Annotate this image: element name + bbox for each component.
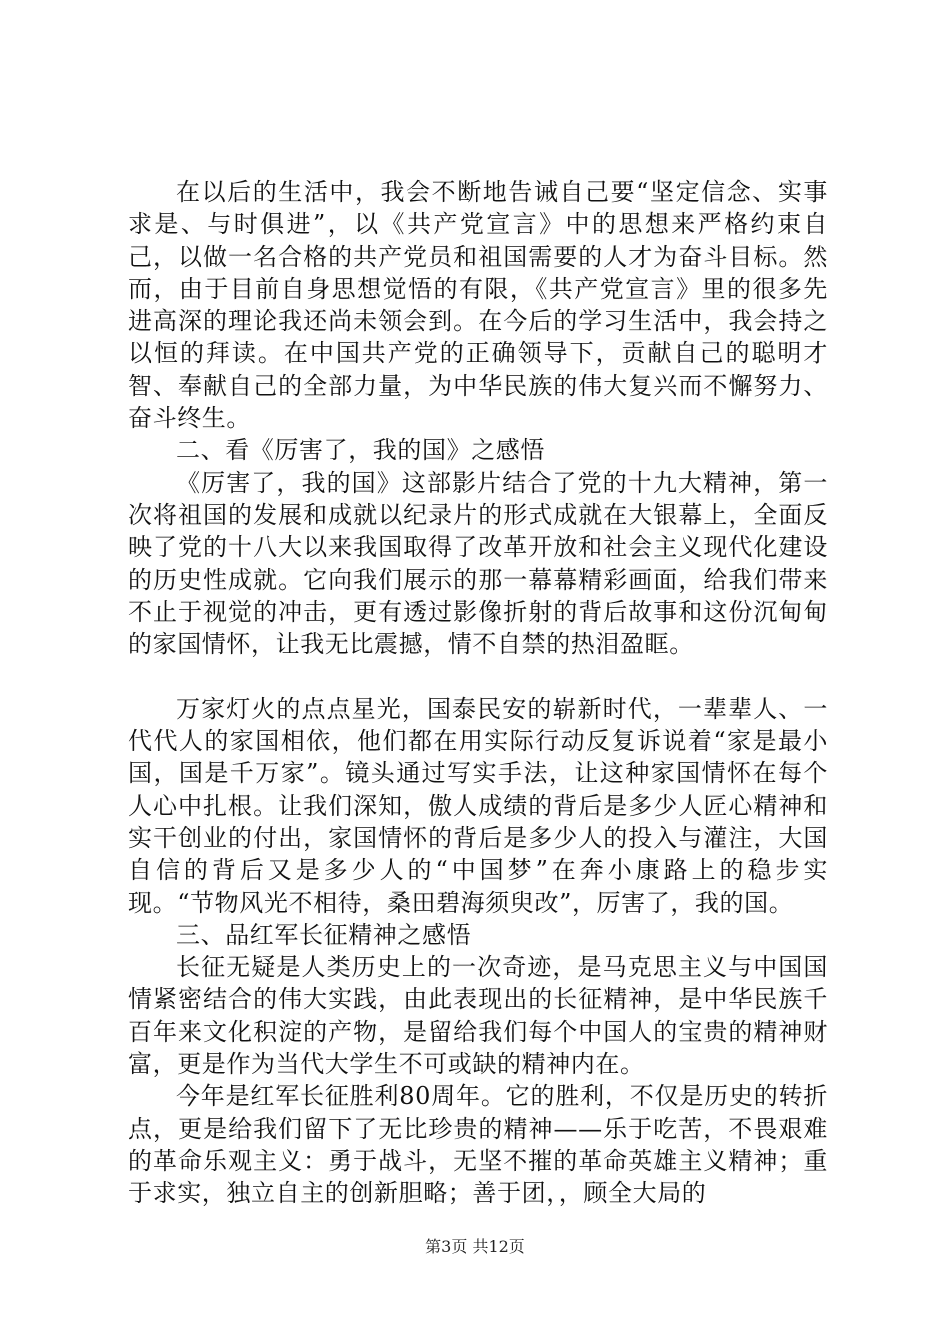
paragraph-long-march: 长征无疑是人类历史上的一次奇迹，是马克思主义与中国国情紧密结合的伟大实践，由此表现出的长征精神，是中华民族千百年来文化积淀的产物，是留给我们每个中国人的宝贵的精神财富，更是作为当代大学生不可或缺的精神内在。	[128, 953, 828, 1079]
paragraph-anniversary: 今年是红军长征胜利80周年。它的胜利，不仅是历史的转折点，更是给我们留下了无比珍贵的精神——乐于吃苦，不畏艰难的革命乐观主义：勇于战斗，无坚不摧的革命英雄主义精神；重于求实，独立自主的创新胆略；善于团，，顾全大局的	[128, 1082, 828, 1208]
section-heading-2: 二、看《厉害了，我的国》之感悟	[176, 436, 545, 465]
section-heading-3: 三、品红军长征精神之感悟	[176, 920, 472, 949]
paragraph-family-nation: 万家灯火的点点星光，国泰民安的崭新时代，一辈辈人、一代代人的家国相依，他们都在用实际行动反复诉说着“家是最小国，国是千万家”。镜头通过写实手法，让这种家国情怀在每个人心中扎根。让我们深知，傲人成绩的背后是多少人匠心精神和实干创业的付出，家国情怀的背后是多少人的投入与灌注，大国自信的背后又是多少人的“中国梦”在奔小康路上的稳步实现。“节物风光不相待，桑田碧海须臾改”，厉害了，我的国。	[128, 694, 828, 917]
document-body	[128, 176, 828, 1210]
paragraph-film-intro: 《厉害了，我的国》这部影片结合了党的十九大精神，第一次将祖国的发展和成就以纪录片的形式成就在大银幕上，全面反映了党的十八大以来我国取得了改革开放和社会主义现代化建设的历史性成就。它向我们展示的那一幕幕精彩画面，给我们带来不止于视觉的冲击，更有透过影像折射的背后故事和这份沉甸甸的家国情怀，让我无比震撼，情不自禁的热泪盈眶。	[128, 468, 828, 659]
paragraph-resolution: 在以后的生活中，我会不断地告诫自己要“坚定信念、实事求是、与时俱进”，以《共产党宣言》中的思想来严格约束自己，以做一名合格的共产党员和祖国需要的人才为奋斗目标。然而，由于目前自身思想觉悟的有限，《共产党宣言》里的很多先进高深的理论我还尚未领会到。在今后的学习生活中，我会持之以恒的拜读。在中国共产党的正确领导下，贡献自己的聪明才智、奉献自己的全部力量，为中华民族的伟大复兴而不懈努力、奋斗终生。	[128, 178, 828, 433]
page-number-footer: 第3页 共12页	[425, 1237, 525, 1256]
blank-line	[128, 660, 828, 692]
